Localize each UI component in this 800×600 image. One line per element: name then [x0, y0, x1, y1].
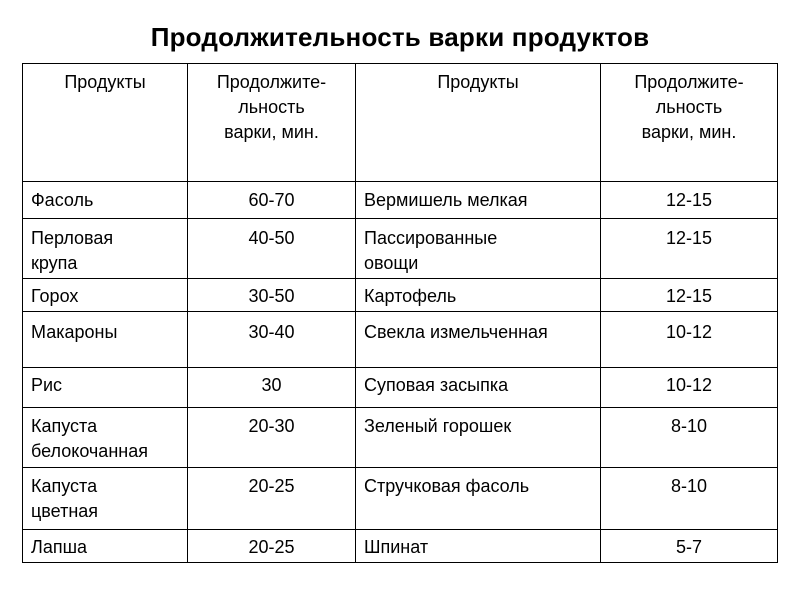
duration-right-cell: 12-15	[601, 182, 778, 219]
duration-right-cell: 12-15	[601, 279, 778, 312]
duration-left-cell: 20-30	[188, 408, 356, 468]
duration-right-cell: 5-7	[601, 530, 778, 563]
duration-left-cell: 30	[188, 368, 356, 408]
product-right-cell: Суповая засыпка	[356, 368, 601, 408]
duration-right-cell: 8-10	[601, 408, 778, 468]
duration-right-cell: 10-12	[601, 368, 778, 408]
product-left-cell: Лапша	[23, 530, 188, 563]
header-products-right: Продукты	[356, 64, 601, 182]
duration-right-cell: 12-15	[601, 219, 778, 279]
duration-left-cell: 60-70	[188, 182, 356, 219]
header-products-left: Продукты	[23, 64, 188, 182]
duration-right-cell: 8-10	[601, 468, 778, 530]
table-row	[23, 368, 778, 408]
product-right-cell: Зеленый горошек	[356, 408, 601, 468]
product-left-cell: Перловая крупа	[23, 219, 188, 279]
product-left-cell: Горох	[23, 279, 188, 312]
table-row	[23, 530, 778, 563]
product-right-cell: Шпинат	[356, 530, 601, 563]
duration-left-cell: 40-50	[188, 219, 356, 279]
duration-left-cell: 20-25	[188, 468, 356, 530]
page-title: Продолжительность варки продуктов	[150, 22, 650, 52]
duration-left-cell: 30-50	[188, 279, 356, 312]
product-right-cell: Пассированные овощи	[356, 219, 601, 279]
header-duration-left: Продолжите- льность варки, мин.	[188, 64, 356, 182]
table-row	[23, 219, 778, 279]
duration-left-cell: 20-25	[188, 530, 356, 563]
table-row	[23, 468, 778, 530]
product-left-cell: Капуста цветная	[23, 468, 188, 530]
header-duration-right: Продолжите- льность варки, мин.	[601, 64, 778, 182]
table-row	[23, 279, 778, 312]
product-right-cell: Вермишель мелкая	[356, 182, 601, 219]
duration-left-cell: 30-40	[188, 312, 356, 368]
product-left-cell: Фасоль	[23, 182, 188, 219]
product-left-cell: Капуста белокочанная	[23, 408, 188, 468]
product-left-cell: Рис	[23, 368, 188, 408]
table-row	[23, 408, 778, 468]
product-right-cell: Свекла измельченная	[356, 312, 601, 368]
product-right-cell: Стручковая фасоль	[356, 468, 601, 530]
cooking-time-table	[22, 63, 778, 563]
table-header-row	[23, 64, 778, 182]
duration-right-cell: 10-12	[601, 312, 778, 368]
table-row	[23, 182, 778, 219]
table-body	[23, 182, 778, 563]
product-left-cell: Макароны	[23, 312, 188, 368]
product-right-cell: Картофель	[356, 279, 601, 312]
table-row	[23, 312, 778, 368]
